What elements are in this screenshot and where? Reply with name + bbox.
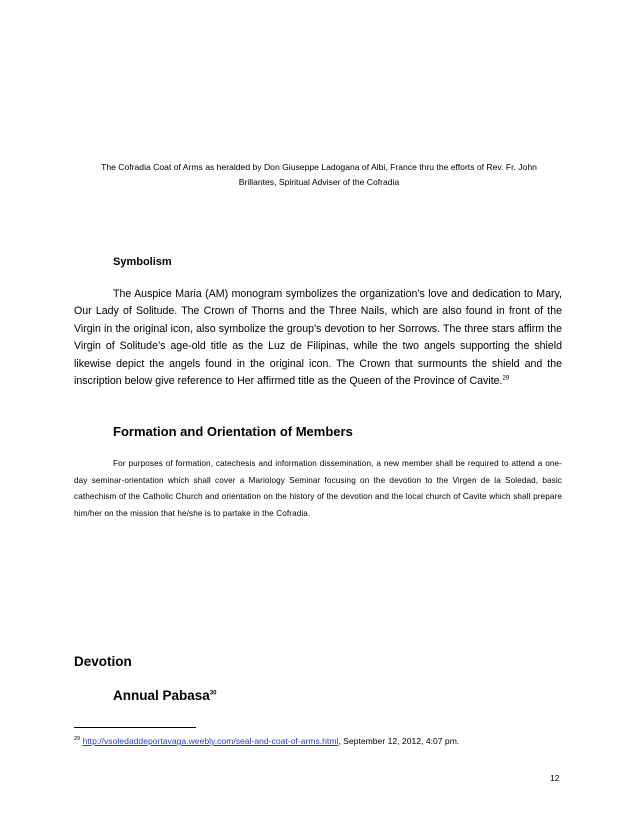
annual-pabasa-text: Annual Pabasa bbox=[113, 688, 210, 703]
formation-text: For purposes of formation, catechesis and information dissemination, a new member shall be required to attend a one-day seminar-orientation which shall cover a Mariology Seminar focusing on the devotion to the Virgen de la Soledad, basic cathechism of the Catholic Church and orientation on the history of the devotion and the local church of Cavite which shall prepare him/her on the mission that he/she is to partake in the Cofradia. bbox=[74, 459, 562, 519]
symbolism-text: The Auspice Maria (AM) monogram symbolizes the organization’s love and dedication to Mary, Our Lady of Solitude. The Crown of Thorns and the Three Nails, which are also found in front of the Virgin in the original icon, also symbolize the group’s devotion to her Sorrows. The three stars affirm the Virgin of Solitude’s age-old title as the Luz de Filipinas, while the two angels supporting the shield likewise depict the angels found in the original icon. The Crown that surmounts the shield and the inscription below give reference to Her affirmed title as the Queen of the Province of Cavite. bbox=[74, 288, 562, 388]
annual-pabasa-heading bbox=[113, 688, 216, 703]
caption-line-2: Brillantes, Spiritual Adviser of the Cofradia bbox=[238, 177, 400, 187]
footnote-number: 29 bbox=[74, 736, 81, 743]
devotion-heading: Devotion bbox=[74, 654, 132, 669]
symbolism-paragraph bbox=[74, 286, 562, 390]
footnote bbox=[74, 735, 459, 747]
footnote-text: , September 12, 2012, 4:07 pm. bbox=[338, 736, 460, 746]
footnote-link[interactable]: http://vsoledaddeportavaga.weebly.com/seal-and-coat-of-arms.html bbox=[82, 736, 339, 746]
page-number: 12 bbox=[550, 773, 560, 783]
formation-paragraph bbox=[74, 456, 562, 523]
footnote-separator bbox=[74, 727, 196, 728]
footnote-ref-30: 30 bbox=[209, 690, 217, 697]
caption-line-1: The Cofradia Coat of Arms as heralded by Don Giuseppe Ladogana of Albi, France thru the efforts of Rev. Fr. John bbox=[101, 162, 537, 172]
footnote-ref-29: 29 bbox=[502, 375, 510, 382]
symbolism-heading: Symbolism bbox=[113, 256, 172, 268]
image-caption bbox=[60, 160, 578, 190]
formation-heading: Formation and Orientation of Members bbox=[113, 424, 353, 439]
